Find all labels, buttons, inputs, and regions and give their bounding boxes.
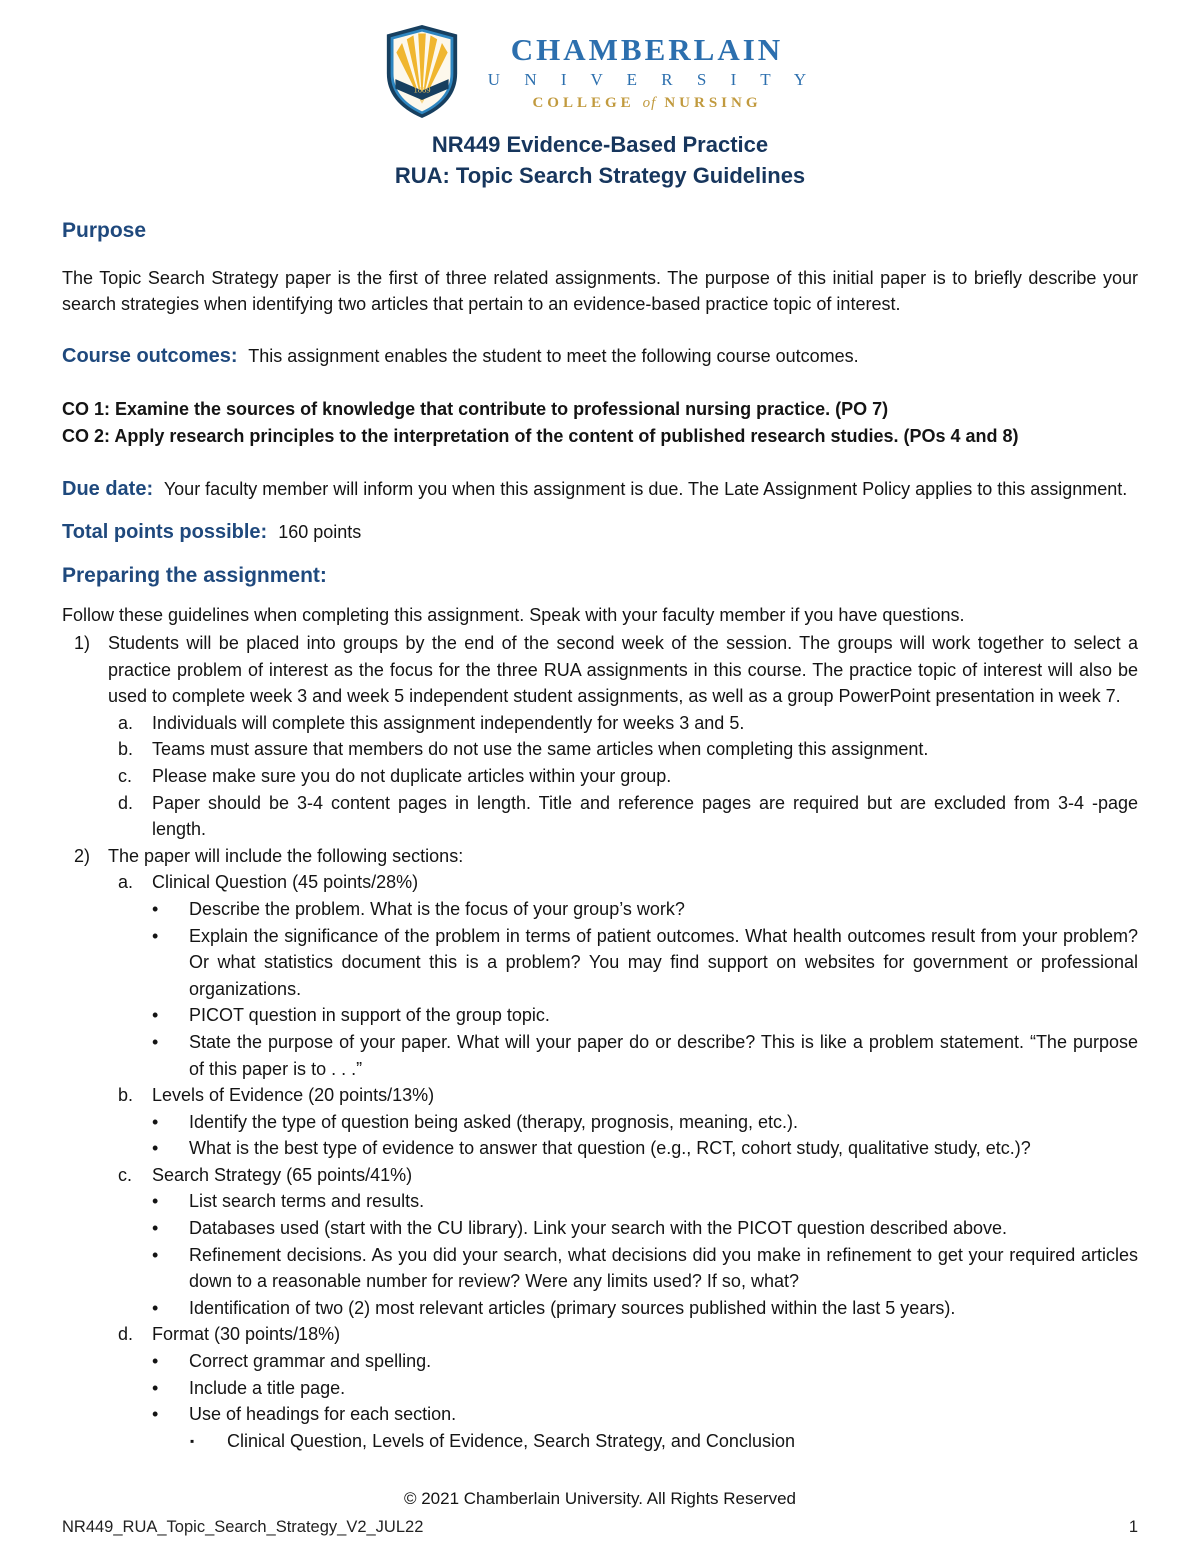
outline-text: State the purpose of your paper. What will your paper do or describe? This is like a problem statement. “The purpose of this paper is to . . .”	[189, 1031, 1138, 1079]
outline-text: Students will be placed into groups by the end of the second week of the session. The groups will work together to select a practice problem of interest as the focus for the three RUA assignments in this course. The practice topic of interest will also be used to complete week 3 and week 5 independent student assignments, as well as a group PowerPoint presentation in week 7.	[108, 633, 1138, 707]
outline-item	[62, 843, 1138, 870]
due-date-text: Your faculty member will inform you when this assignment is due. The Late Assignment Policy applies to this assignment.	[163, 479, 1128, 499]
outline-item	[62, 763, 1138, 790]
purpose-heading: Purpose	[62, 219, 147, 242]
outline-item	[62, 1002, 1138, 1029]
logo-name: CHAMBERLAIN	[510, 31, 784, 67]
outline-marker: •	[152, 1297, 159, 1318]
outline-marker: 2)	[74, 845, 91, 866]
outline-marker: ▪	[190, 1433, 195, 1448]
total-points-line	[62, 519, 1138, 546]
outline-item	[62, 1109, 1138, 1136]
outline-item	[62, 896, 1138, 923]
outline-marker: •	[152, 1244, 159, 1265]
outline-text: Describe the problem. What is the focus of your group’s work?	[189, 898, 685, 919]
outline-item	[62, 1401, 1138, 1428]
document-subtitle: RUA: Topic Search Strategy Guidelines	[394, 163, 806, 188]
outline-marker: •	[152, 925, 159, 946]
outline-text: Identify the type of question being asked (therapy, prognosis, meaning, etc.).	[189, 1111, 799, 1132]
outline-marker: 1)	[74, 633, 91, 653]
outline-item	[62, 1375, 1138, 1402]
logo-college-post: NURSING	[664, 94, 762, 111]
outline-item	[62, 1162, 1138, 1189]
outline-item	[62, 1348, 1138, 1375]
outline-marker: a.	[118, 872, 134, 893]
outline-marker: •	[152, 1218, 159, 1239]
outline-item	[62, 1188, 1138, 1215]
outline-item	[62, 790, 1138, 843]
chamberlain-shield-logo-icon	[384, 24, 460, 119]
outline-text: PICOT question in support of the group topic.	[189, 1005, 550, 1026]
outline-item	[62, 1029, 1138, 1082]
course-outcomes-label: Course outcomes:	[62, 345, 238, 367]
footer-copyright: © 2021 Chamberlain University. All Rights Reserved	[403, 1489, 797, 1508]
purpose-paragraph: The Topic Search Strategy paper is the first of three related assignments. The purpose of this initial paper is to briefly describe your search strategies when identifying two articles that pertain to an evidence-based practice topic of interest.	[62, 268, 1138, 314]
outline-item	[62, 1082, 1138, 1109]
outline-text: Explain the significance of the problem in terms of patient outcomes. What health outcomes result from your problem? Or what statistics document this is a problem? You may find support on websites for government or professional organizations.	[189, 925, 1138, 999]
course-outcome-1: CO 1: Examine the sources of knowledge that contribute to professional nursing practice. (PO 7)	[62, 399, 889, 419]
outline-item	[62, 1135, 1138, 1162]
outline-marker: •	[152, 1191, 159, 1212]
due-date-label: Due date:	[62, 478, 154, 500]
outline-item	[62, 1428, 1138, 1455]
outline-item	[62, 1295, 1138, 1322]
outline-text: Identification of two (2) most relevant articles (primary sources published within the last 5 years).	[189, 1297, 956, 1318]
logo-college-pre: COLLEGE	[532, 94, 635, 111]
outline-text: What is the best type of evidence to answer that question (e.g., RCT, cohort study, qualitative study, etc.)?	[189, 1138, 1031, 1159]
outline-marker: •	[152, 1031, 159, 1052]
outline-text: Paper should be 3-4 content pages in length. Title and reference pages are required but are excluded from 3-4 -page length.	[152, 792, 1138, 840]
outline-marker: a.	[118, 712, 134, 733]
outline-marker: c.	[118, 1164, 133, 1185]
footer-row	[62, 1518, 1138, 1537]
outline-text: Clinical Question, Levels of Evidence, Search Strategy, and Conclusion	[227, 1430, 795, 1451]
course-outcomes-line	[62, 343, 1138, 370]
course-outcomes-text: This assignment enables the student to meet the following course outcomes.	[248, 346, 859, 366]
outline-marker: d.	[118, 792, 134, 813]
outline-text: Teams must assure that members do not use the same articles when completing this assignment.	[152, 739, 929, 760]
outline-marker: •	[152, 898, 159, 919]
footer-document-id: NR449_RUA_Topic_Search_Strategy_V2_JUL22	[62, 1518, 424, 1536]
outline-item	[62, 736, 1138, 763]
outline-text: Levels of Evidence (20 points/13%)	[152, 1085, 435, 1106]
outline-item	[62, 1242, 1138, 1295]
outline-marker: •	[152, 1377, 159, 1398]
outline-marker: c.	[118, 765, 133, 786]
logo-wordmark	[478, 32, 816, 112]
outline-marker: b.	[118, 739, 134, 760]
assignment-outline	[62, 630, 1138, 1454]
outline-marker: •	[152, 1351, 159, 1372]
outline-text: Individuals will complete this assignment independently for weeks 3 and 5.	[152, 712, 745, 733]
outline-text: Correct grammar and spelling.	[189, 1351, 432, 1372]
outline-item	[62, 1215, 1138, 1242]
logo-college-of: of	[642, 94, 657, 111]
outline-marker: •	[152, 1111, 159, 1132]
preparing-heading: Preparing the assignment:	[62, 564, 327, 587]
outline-text: Refinement decisions. As you did your search, what decisions did you make in refinement to get your required articles down to a reasonable number for review? Were any limits used? If so, what?	[189, 1244, 1138, 1292]
outline-item	[62, 710, 1138, 737]
university-logo	[62, 24, 1138, 119]
outline-marker: •	[152, 1404, 159, 1425]
outline-text: List search terms and results.	[189, 1191, 425, 1212]
outline-item	[62, 630, 1138, 710]
outline-text: Format (30 points/18%)	[152, 1324, 341, 1345]
outline-marker: •	[152, 1005, 159, 1026]
outline-text: Search Strategy (65 points/41%)	[152, 1164, 413, 1185]
outline-text: Databases used (start with the CU library). Link your search with the PICOT question described above.	[189, 1218, 1008, 1239]
total-points-text: 160 points	[278, 522, 362, 542]
outline-marker: b.	[118, 1085, 134, 1106]
outline-marker: •	[152, 1138, 159, 1159]
outline-text: Please make sure you do not duplicate articles within your group.	[152, 765, 672, 786]
footer-page-number: 1	[1128, 1518, 1138, 1536]
outline-text: Use of headings for each section.	[189, 1404, 457, 1425]
logo-year: 1889	[413, 84, 431, 95]
outline-text: Clinical Question (45 points/28%)	[152, 872, 419, 893]
outline-marker: d.	[118, 1324, 134, 1345]
due-date-line	[62, 476, 1138, 503]
document-title: NR449 Evidence-Based Practice	[431, 132, 769, 157]
total-points-label: Total points possible:	[62, 521, 268, 543]
logo-university: U N I V E R S I T Y	[487, 69, 817, 89]
outline-item	[62, 923, 1138, 1003]
preparing-intro: Follow these guidelines when completing this assignment. Speak with your faculty member if you have questions.	[62, 605, 965, 625]
course-outcome-2: CO 2: Apply research principles to the interpretation of the content of published research studies. (POs 4 and 8)	[62, 426, 1019, 446]
course-outcomes-list	[62, 396, 1138, 450]
outline-item	[62, 1321, 1138, 1348]
outline-item	[62, 869, 1138, 896]
outline-text: Include a title page.	[189, 1377, 346, 1398]
logo-college	[532, 95, 761, 112]
outline-text: The paper will include the following sections:	[108, 845, 464, 866]
